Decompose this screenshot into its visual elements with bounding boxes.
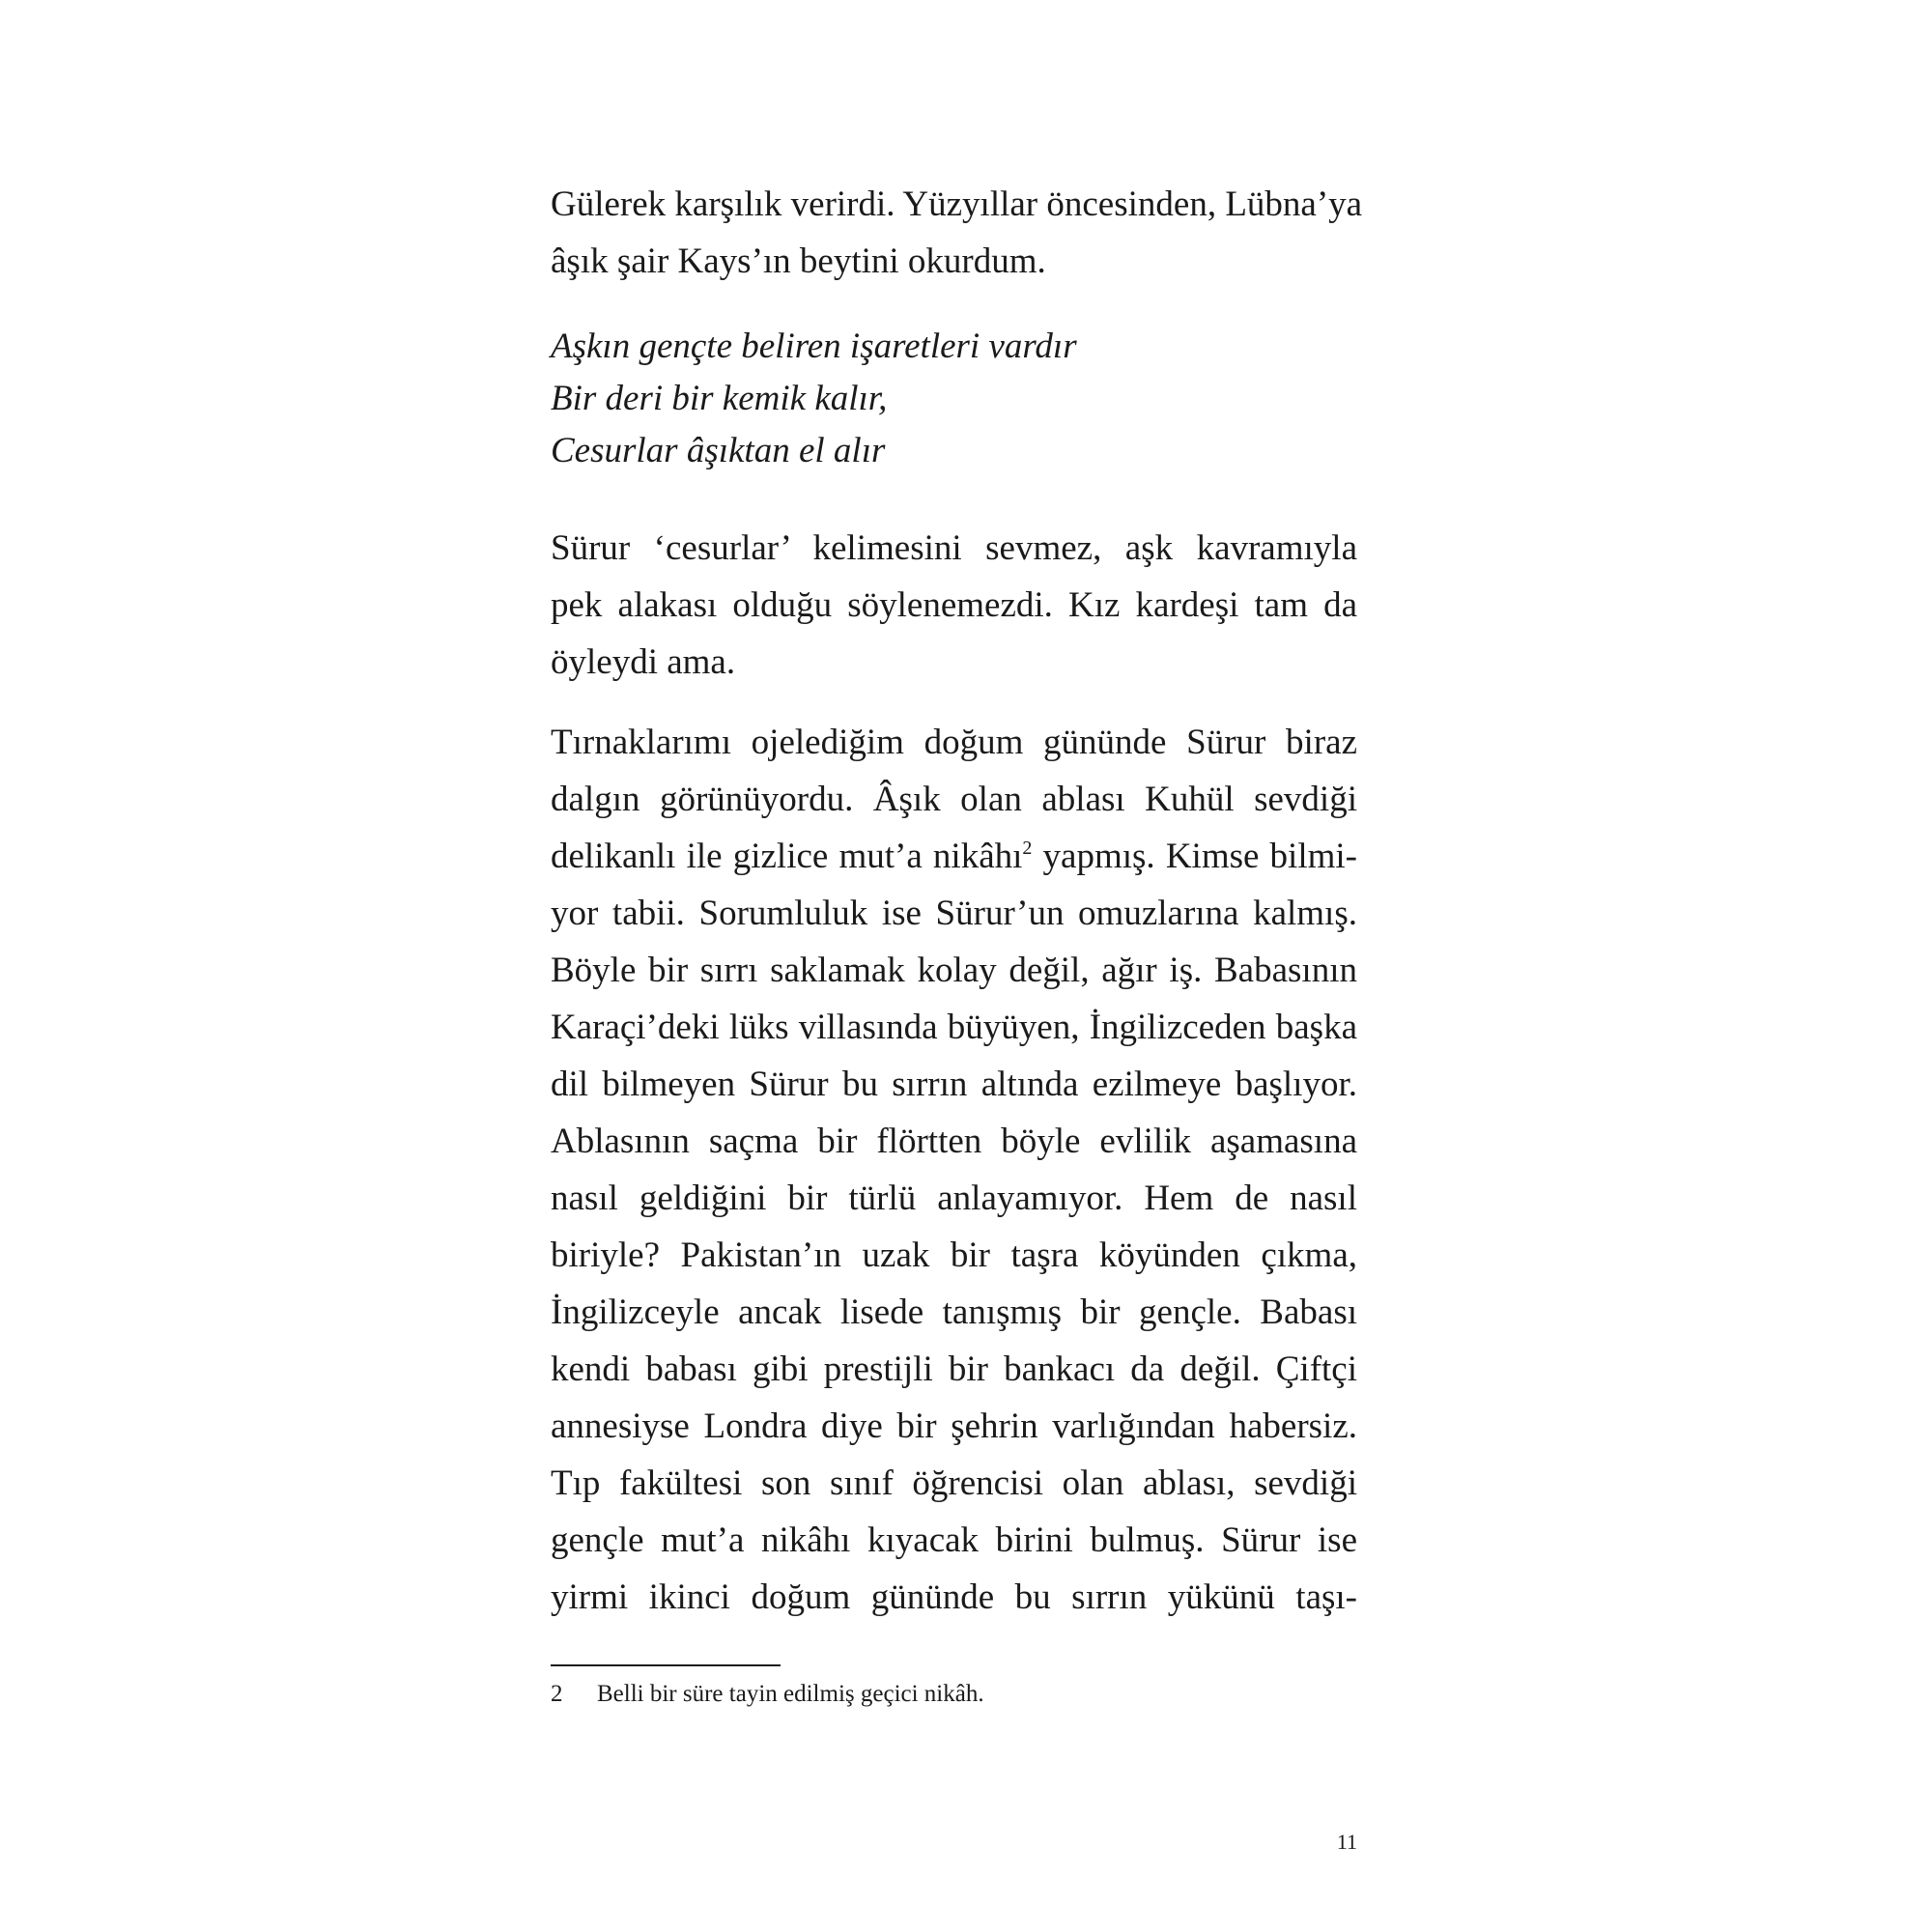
text-line: öyleydi ama. (551, 642, 736, 682)
text-line: Böyle bir sırrı saklamak kolay değil, ağır iş. Babasının (551, 951, 1357, 990)
text-line: dalgın görünüyordu. Âşık olan ablası Kuhül sevdiği (551, 780, 1357, 819)
footnote-divider (551, 1664, 781, 1666)
text-line: gençle mut’a nikâhı kıyacak birini bulmuş. Sürur ise (551, 1520, 1357, 1560)
footnote-text: Belli bir süre tayin edilmiş geçici nikâh. (597, 1681, 984, 1707)
text-line: Karaçi’deki lüks villasında büyüyen, İngilizceden başka (551, 1008, 1357, 1047)
text-line: Ablasının saçma bir flörtten böyle evlilik aşamasına (551, 1122, 1357, 1161)
text-line: âşık şair Kays’ın beytini okurdum. (551, 242, 1046, 281)
text-line: Gülerek karşılık verirdi. Yüzyıllar öncesinden, Lübna’ya (551, 185, 1363, 224)
text-line: annesiyse Londra diye bir şehrin varlığından habersiz. (551, 1406, 1357, 1446)
verse-line: Bir deri bir kemik kalır, (551, 379, 888, 418)
text-line: Sürur ‘cesurlar’ kelimesini sevmez, aşk kavramıyla (551, 528, 1357, 568)
text-line: pek alakası olduğu söylenemezdi. Kız kardeşi tam da (551, 585, 1357, 625)
text-segment: delikanlı ile gizlice mut’a nikâhı (551, 837, 1023, 876)
poem-verse (551, 321, 1357, 477)
footnote-reference: 2 (1022, 838, 1033, 859)
paragraph (551, 520, 1357, 691)
text-line: Tıp fakültesi son sınıf öğrencisi olan ablası, sevdiği (551, 1463, 1357, 1503)
text-line: yor tabii. Sorumluluk ise Sürur’un omuzlarına kalmış. (551, 894, 1357, 933)
text-line: yirmi ikinci doğum gününde bu sırrın yükünü taşı- (551, 1577, 1357, 1617)
text-segment: yapmış. Kimse bilmi- (1032, 837, 1357, 876)
footnote-number: 2 (551, 1681, 563, 1707)
verse-line: Cesurlar âşıktan el alır (551, 431, 886, 470)
text-line-with-footnote-ref (551, 828, 1357, 885)
text-line: dil bilmeyen Sürur bu sırrın altında ezilmeye başlıyor. (551, 1065, 1357, 1104)
footnote (551, 1678, 1357, 1711)
text-line: kendi babası gibi prestijli bir bankacı da değil. Çiftçi (551, 1350, 1357, 1389)
paragraph (551, 176, 1363, 290)
text-line: İngilizceyle ancak lisede tanışmış bir gençle. Babası (551, 1293, 1357, 1332)
text-line: biriyle? Pakistan’ın uzak bir taşra köyünden çıkma, (551, 1236, 1357, 1275)
verse-line: Aşkın gençte beliren işaretleri vardır (551, 327, 1077, 366)
text-line: nasıl geldiğini bir türlü anlayamıyor. Hem de nasıl (551, 1179, 1357, 1218)
body-text (551, 176, 1363, 1626)
page-number: 11 (1336, 1830, 1357, 1854)
paragraph (551, 714, 1357, 1626)
text-line: Tırnaklarımı ojelediğim doğum gününde Sürur biraz (551, 723, 1357, 762)
